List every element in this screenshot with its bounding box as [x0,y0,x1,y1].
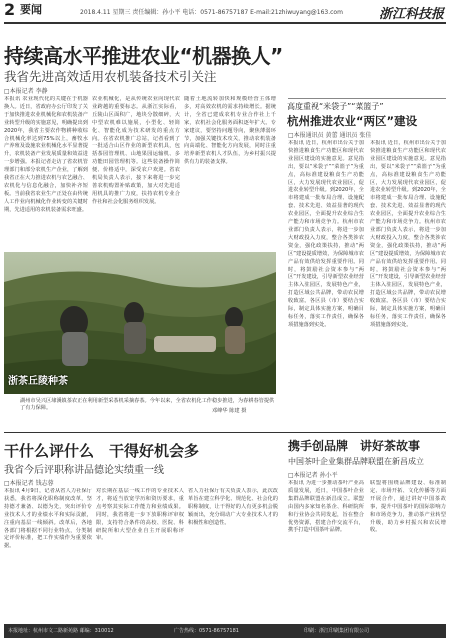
story4-headline: 携手创品牌 讲好茶故事 [288,439,421,453]
story3-text-col1: 本报讯 4月9日，记者从省人力社保厅获悉，我省将深化职称制度改革，坚持德才兼备、以德为先，突出评价专业技术人才的业绩水平和实际贡献，注重向基层一线倾斜。改革后，各地各部门将根据不同行业特点，分类制定评价标准，把工作实绩作为重要依据。 [4,488,92,550]
story3-text-col3: 省人力社保厅有关负责人表示，此次改革旨在建立科学化、规范化、社会化的职称制度，让干得好的人有更多机会脱颖而出，充分调动广大专业技术人才的积极性和创造性。 [188,488,278,526]
story3-headline: 干什么评什么 干得好机会多 [4,442,200,460]
sidebar-headline: 杭州推进农业“两区”建设 [287,114,418,128]
sidebar-byline: □本报通讯员 黄蕾 通讯员 张佳 [288,132,372,139]
header-meta: 2018.4.11 星期三 责任编辑：孙小平 电话：0571-86757187 E-mail:21zhiwuyang@163.com [80,9,343,16]
sidebar-text-col2: 本报讯 近日，杭州市出台关于加快推进粮食生产功能区和现代农业园区建设的实施意见。意见指出，要以“米袋子”“菜篮子”为重点，高标准建设粮食生产功能区，大力发展现代农业园区，促进农业转型升级。到2020年，全市将建成一批布局合理、设施配套、技术先进、效益显著的现代农业园区，全面提升农业综合生产能力和市场竞争力。杭州市农业部门负责人表示，将进一步加大财政投入力度，整合各类涉农资金，强化政策扶持，推动“两区”建设提质增效，为保障城市农产品有效供给发挥重要作用。同时，将鼓励社会资本参与“两区”开发建设，引导新型农业经营主体入驻园区，发展特色产业，打造区域公共品牌，带动农民增收致富。各区县（市）要结合实际，制定具体实施方案，明确目标任务，落实工作责任，确保各项措施落到实处。 [370,140,446,328]
story3-subhead: 我省今后评职称讲品德论实绩重一线 [4,465,164,476]
page-number: 2 [4,0,16,19]
story4-subhead: 中国茶叶企业集群品牌联盟在新昌成立 [288,457,424,466]
sidebar-text-col1: 本报讯 近日，杭州市出台关于加快推进粮食生产功能区和现代农业园区建设的实施意见。意见指出，要以“米袋子”“菜篮子”为重点，高标准建设粮食生产功能区，大力发展现代农业园区，促进农业转型升级。到2020年，全市将建成一批布局合理、设施配套、技术先进、效益显著的现代农业园区，全面提升农业综合生产能力和市场竞争力。杭州市农业部门负责人表示，将进一步加大财政投入力度，整合各类涉农资金，强化政策扶持，推动“两区”建设提质增效，为保障城市农产品有效供给发挥重要作用。同时，将鼓励社会资本参与“两区”开发建设，引导新型农业经营主体入驻园区，发展特色产业，打造区域公共品牌，带动农民增收致富。各区县（市）要结合实际，制定具体实施方案，明确目标任务，落实工作责任，确保各项措施落到实处。 [288,140,364,328]
story4-text-col1: 本报讯 为进一步推动茶叶产业高质量发展，近日，中国茶叶企业集群品牌联盟在新昌成立。联盟由国内多家知名茶企、科研院所和行业协会共同发起，旨在整合优势资源，搭建合作交流平台，携手打造中国茶叶品牌。 [288,480,364,534]
story3-text-col2: 对长期在基层一线工作的专业技术人才，将适当放宽学历和资历要求，重点考察其实际工作能力和业绩成果。同时，我省将进一步下放职称评审权限，支持符合条件的高校、医院、科研院所和大型企业自主开展职称评审。 [96,488,184,542]
story3-byline: □本报记者 钱志蓉 [4,480,54,487]
section-divider [4,432,446,433]
story4-byline: □本报记者 孙小平 [288,472,338,479]
footer-mid: 广告热线：0571-86757181 [174,628,239,634]
page-footer [4,624,446,638]
lead-headline: 持续高水平推进农业“机器换人” [4,44,283,68]
photo-caption: 湖州市吴兴区埭溪镇茶农正在利用新型采茶机采摘春茶。今年以来，全省农机化工作稳步推进，为春耕春管提供了有力保障。 [20,398,275,411]
lead-text-col2: 农业机械化，是从传统农业向现代农业跨越的重要标志。从浙江实际看，丘陵山区面积广，地块分散细碎，大中型农机难以施展，小型化、轻简化、智能化成为技术研发的重点方向。在省农机推广总站，记者看到了一批适合山区作业的新型农机具，包括茶园管理机、山地果园运输机、多功能田园管理机等。这些装备操作简便、价格适中，深受农户欢迎。省农机局负责人表示，接下来将进一步完善农机购置补贴政策，加大对先进适用机具的推广力度，扶持农机专业合作社和社会化服务组织发展。 [92,96,180,205]
section-title: 要闻 [20,3,42,16]
footer-right: 印刷：浙江印刷集团有限公司 [304,628,370,634]
header-rule [4,22,446,24]
photo-credit: 邓峰华 陈建 摄 [212,408,247,414]
photo-overlay-title: 浙茶丘陵种茶 [8,376,68,387]
lead-text-col1: 本报讯 农业现代化的关键在于机器换人。近日，省政府办公厅印发了关于加快推进农业机械化和农机装备产业转型升级的实施意见，明确提出到2020年，我省主要农作物耕种收综合机械化率达到75%以上，畜牧水产养殖及设施农业机械化水平显著提升，农机装备产业发展质量和效益进一步增强。本报记者走访了省农机管理部门和部分农机生产企业，了解到我省正在大力推进农机与农艺融合、农机化与信息化融合，加快补齐短板。当前我省农业生产正处在由传统人工作业向机械化作业转变的关键时期，先进适用的农机装备需求旺盛。 [4,96,88,213]
story4-text-col2: 联盟将围绕品牌建设、标准制定、市场开拓、文化传播等方面开展合作，通过讲好中国茶故事，提升中国茶叶的国际影响力和市场竞争力，推动茶产业转型升级，助力乡村振兴和农民增收。 [370,480,446,534]
lead-text-col3: 随着土地流转加快和规模经营主体增多，对高效农机的需求持续增长。据统计，全省已建成农机专业合作社上千家，农机社会化服务面积逐年扩大。专家建议，要坚持问题导向，聚焦薄弱环节，加强关键技术攻关，推动农机装备向高端化、智能化方向发展，同时注重培养新型农机人才队伍，为乡村振兴提供有力的装备支撑。 [184,96,276,166]
page-header [0,0,450,22]
lead-byline: □本报记者 李静 [4,88,48,95]
sidebar-kicker: 高度重视“米袋子”“菜篮子” [287,102,384,111]
footer-left: 本报地址：杭州市文二路新苑路 邮编：310012 [8,628,114,634]
lead-subhead: 我省先进高效适用农机装备技术引关注 [4,69,217,84]
newspaper-name: 浙江科技报 [378,7,444,22]
